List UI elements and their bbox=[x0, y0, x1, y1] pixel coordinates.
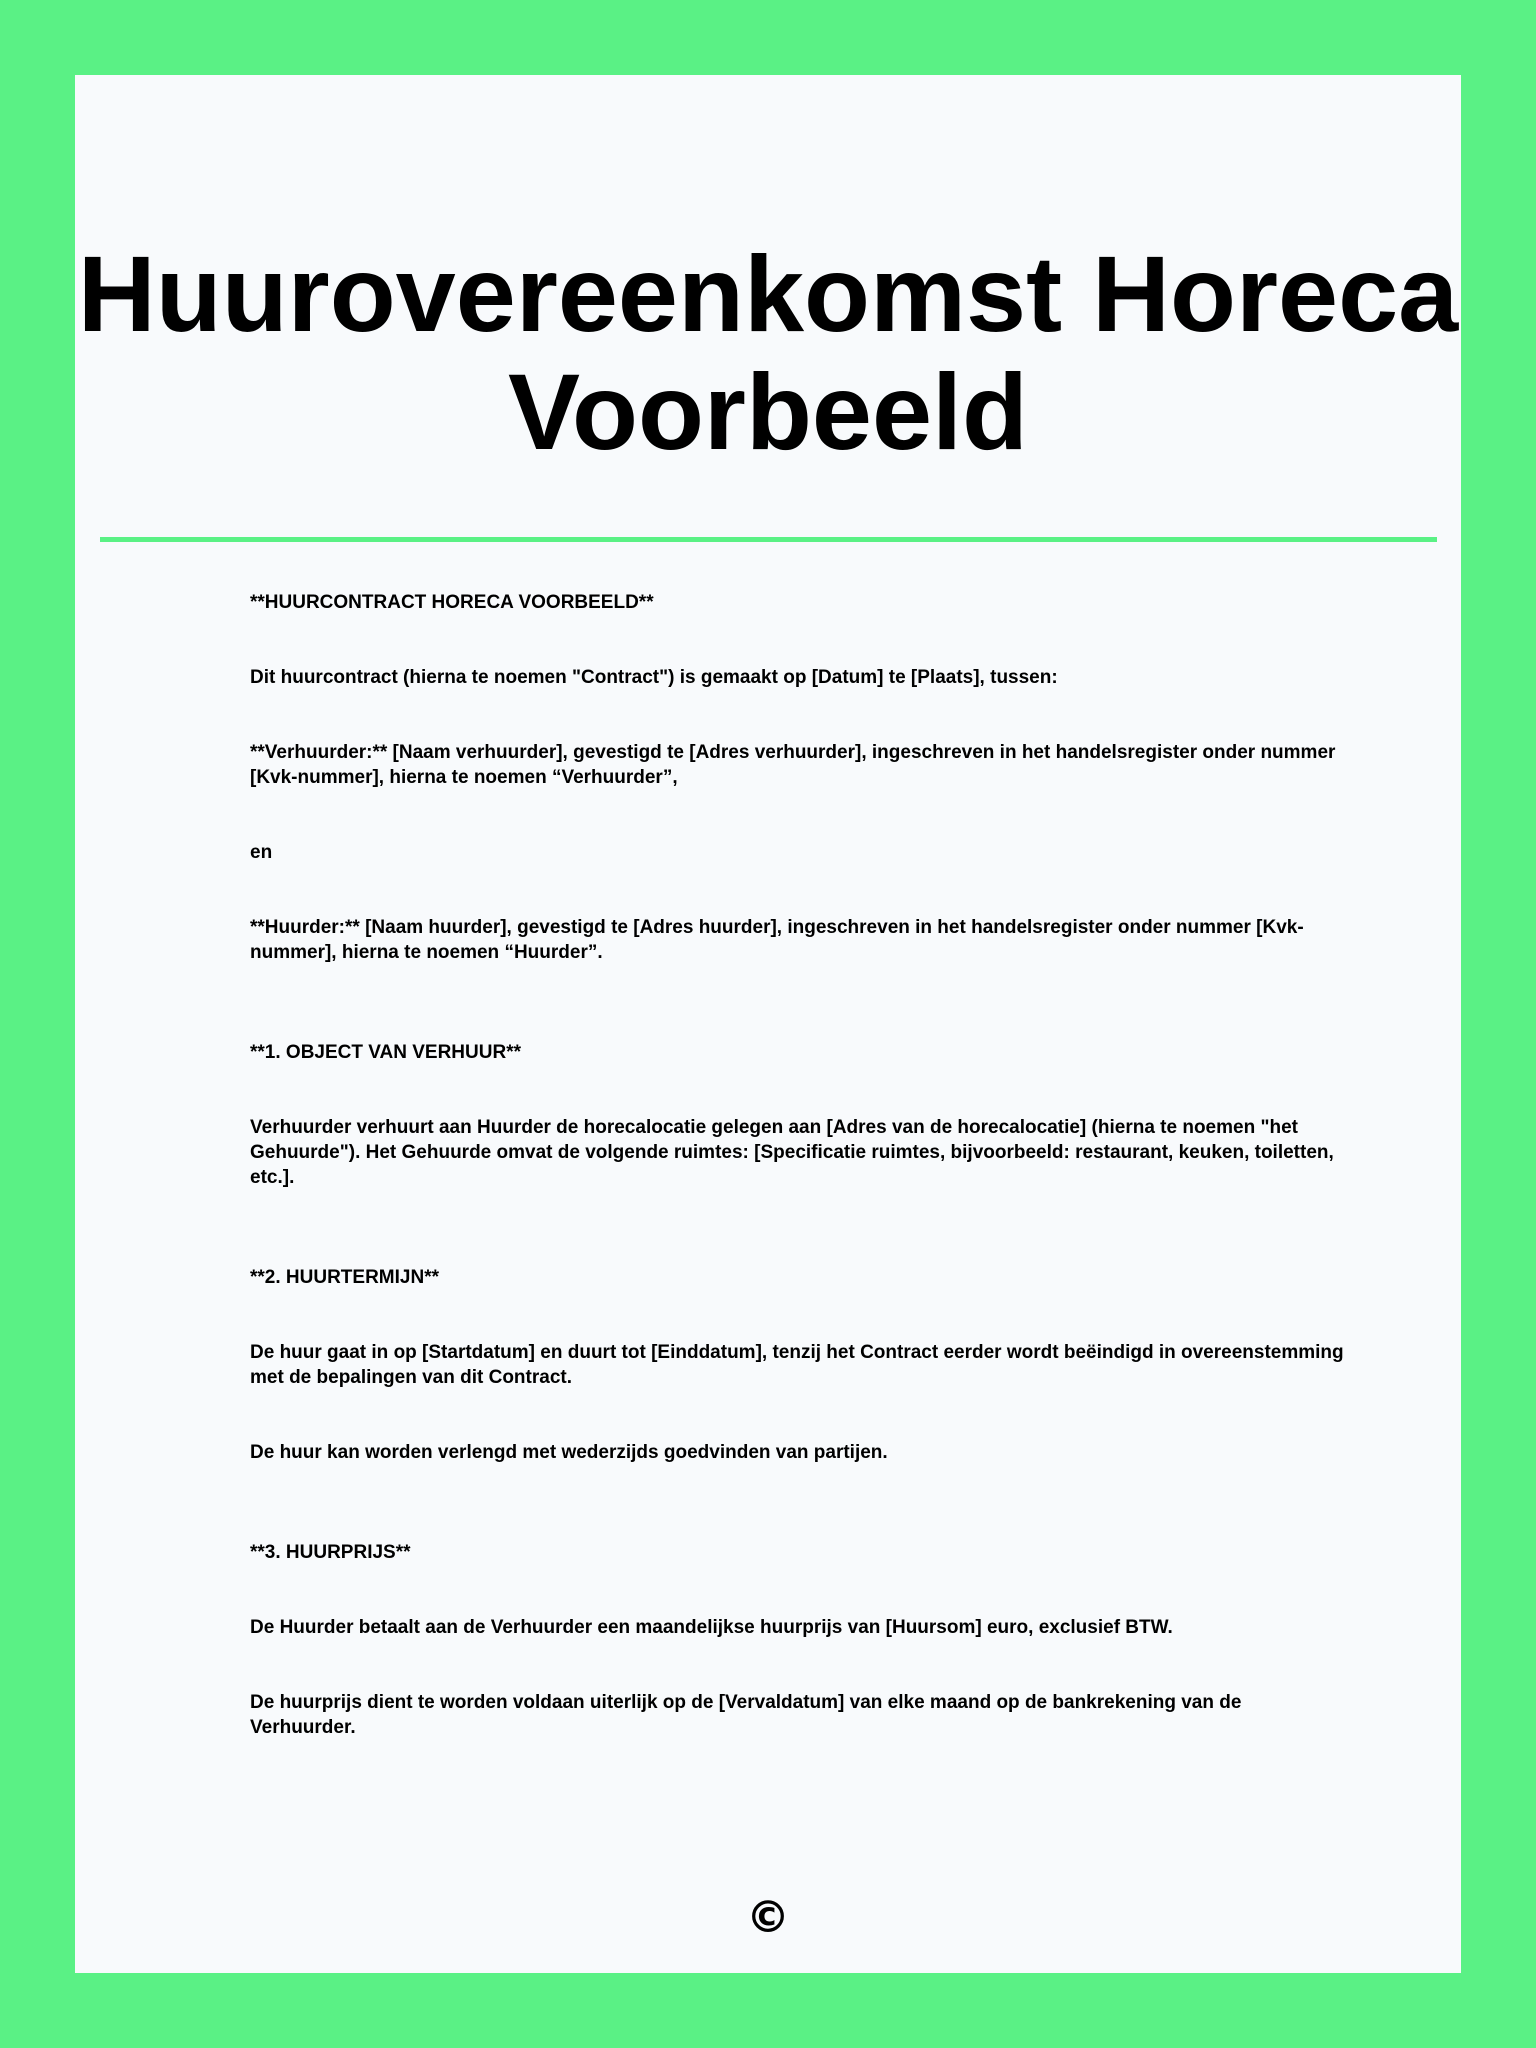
object-paragraph: Verhuurder verhuurt aan Huurder de horecalocatie gelegen aan [Adres van de horecalocatie] (hierna te noemen "het Gehuurde"). Het Gehuurde omvat de volgende ruimtes: [Specificatie ruimtes, bijvoorbeeld: restaurant, keuken, toiletten, etc.]. bbox=[250, 1117, 1334, 1188]
document-body bbox=[250, 590, 1350, 1740]
term-paragraph: De huur gaat in op [Startdatum] en duurt tot [Einddatum], tenzij het Contract eerder wordt beëindigd in overeenstemming met de bepalingen van dit Contract. bbox=[250, 1342, 1344, 1388]
section-heading-object: **1. OBJECT VAN VERHUUR** bbox=[250, 1042, 521, 1063]
conjunction-paragraph: en bbox=[250, 842, 273, 863]
document-page bbox=[75, 75, 1461, 1973]
copyright-icon: © bbox=[746, 1892, 790, 1943]
tenant-paragraph: **Huurder:** [Naam huurder], gevestigd te [Adres huurder], ingeschreven in het handelsregister onder nummer [Kvk-nummer], hierna te noemen “Huurder”. bbox=[250, 917, 1304, 963]
contract-heading: **HUURCONTRACT HORECA VOORBEELD** bbox=[250, 592, 654, 613]
extension-paragraph: De huur kan worden verlengd met wederzijds goedvinden van partijen. bbox=[250, 1442, 888, 1463]
title-divider bbox=[100, 537, 1437, 542]
payment-paragraph: De huurprijs dient te worden voldaan uiterlijk op de [Vervaldatum] van elke maand op de bankrekening van de Verhuurder. bbox=[250, 1692, 1242, 1738]
section-heading-term: **2. HUURTERMIJN** bbox=[250, 1267, 439, 1288]
document-title: Huurovereenkomst Horeca Voorbeeld bbox=[77, 233, 1459, 472]
landlord-paragraph: **Verhuurder:** [Naam verhuurder], gevestigd te [Adres verhuurder], ingeschreven in het handelsregister onder nummer [Kvk-nummer], hierna te noemen “Verhuurder”, bbox=[250, 742, 1336, 788]
intro-paragraph: Dit huurcontract (hierna te noemen "Contract") is gemaakt op [Datum] te [Plaats], tussen: bbox=[250, 667, 1058, 688]
section-heading-rent: **3. HUURPRIJS** bbox=[250, 1542, 411, 1563]
rent-paragraph: De Huurder betaalt aan de Verhuurder een maandelijkse huurprijs van [Huursom] euro, exclusief BTW. bbox=[250, 1617, 1173, 1638]
